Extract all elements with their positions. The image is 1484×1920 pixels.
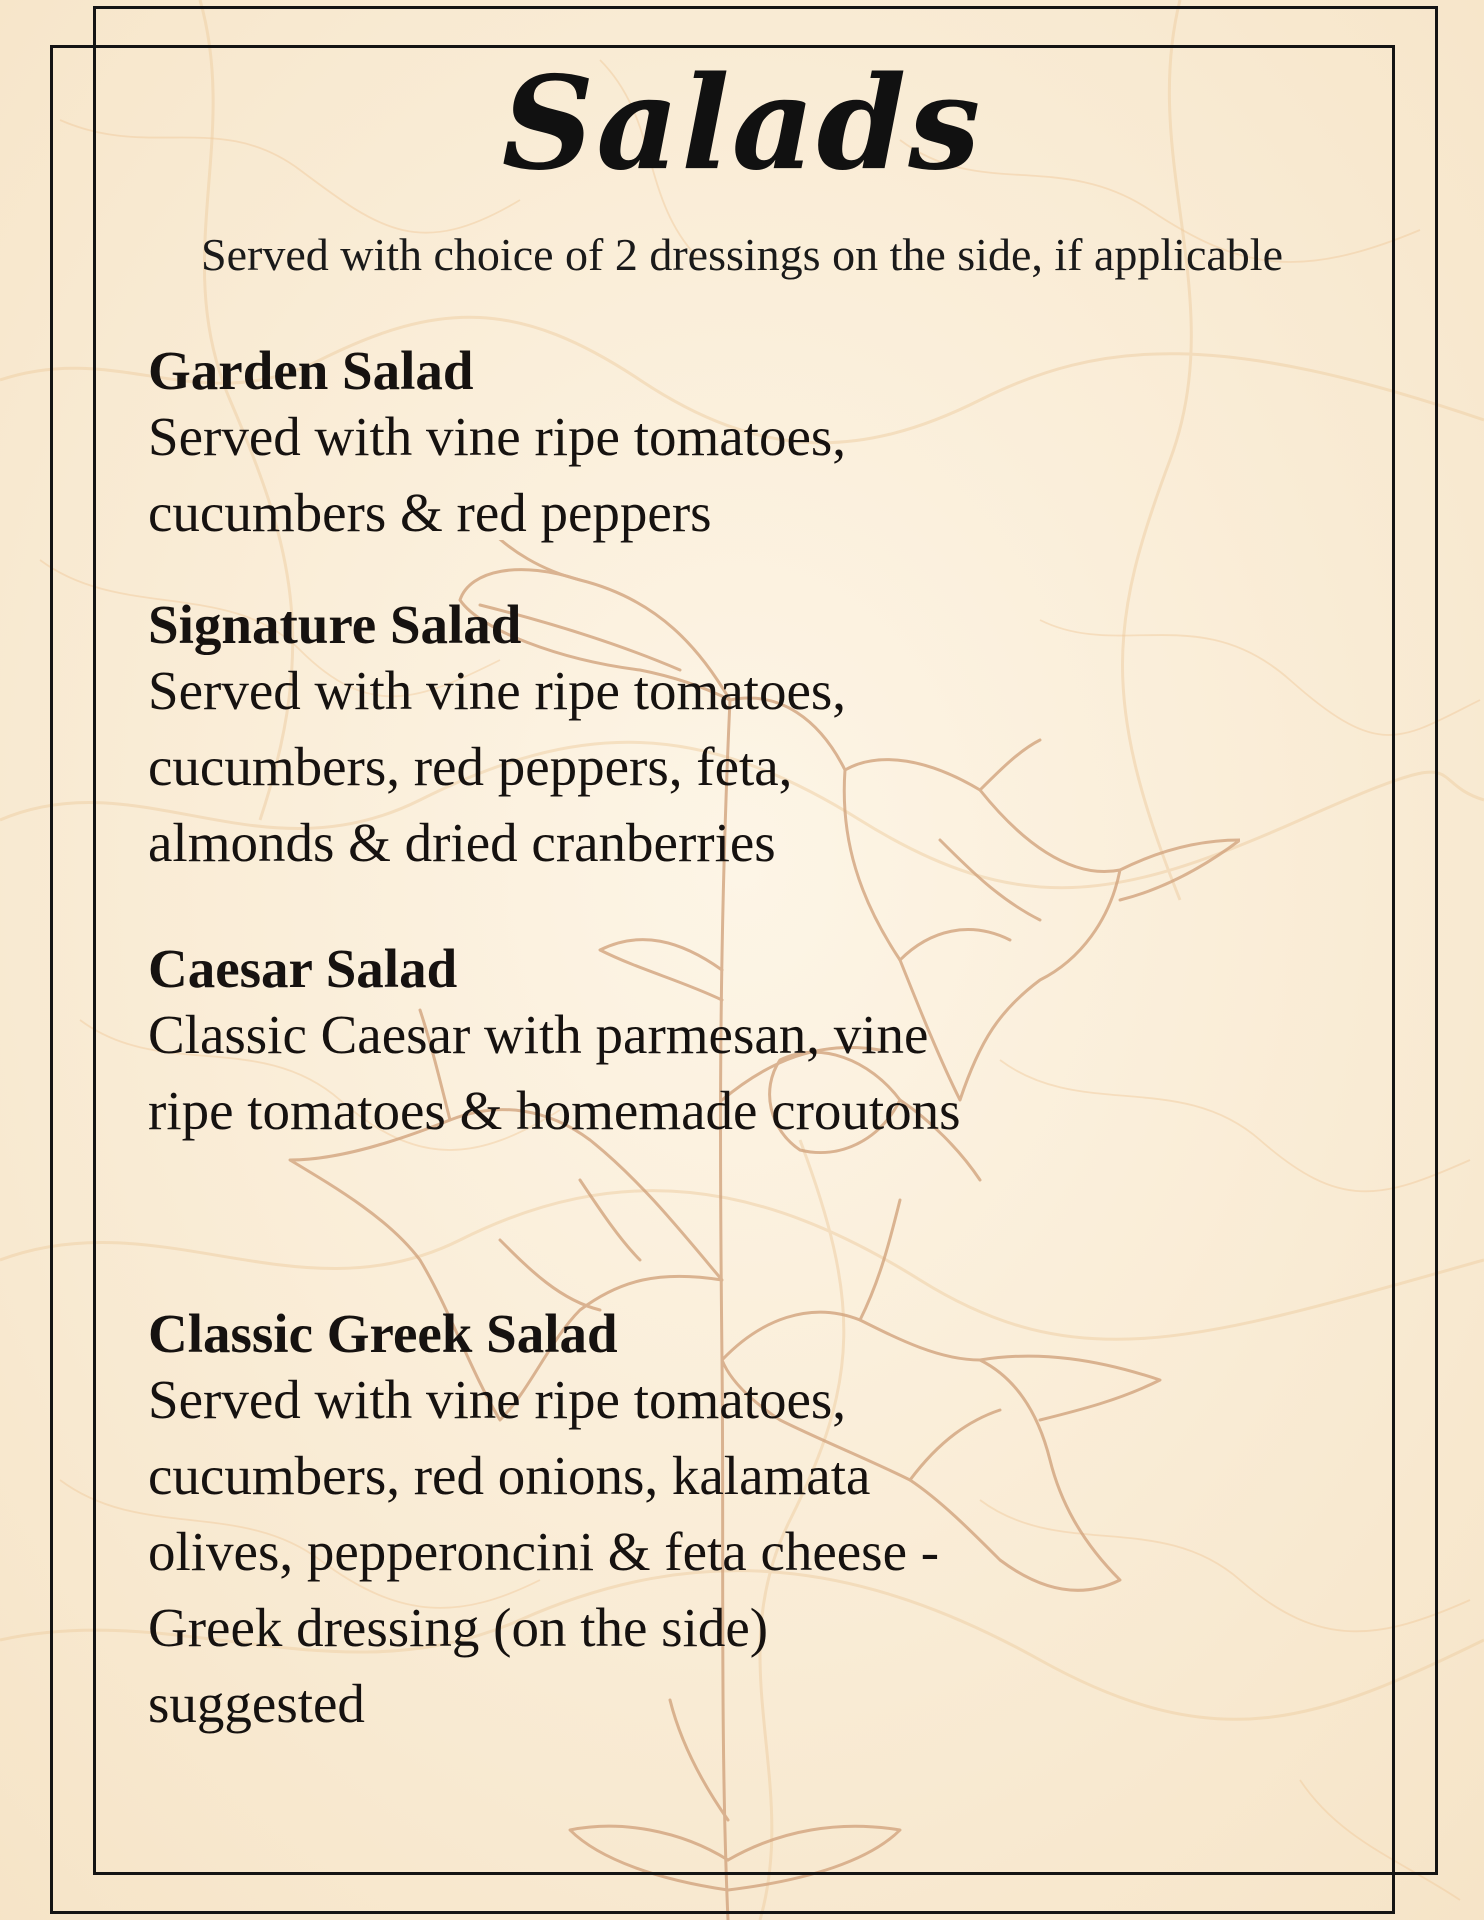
- menu-item-garden-salad: [148, 340, 968, 551]
- menu-subtitle: Served with choice of 2 dressings on the side, if applicable: [201, 229, 1283, 280]
- item-name: Caesar Salad: [148, 938, 458, 999]
- item-name: Garden Salad: [148, 340, 474, 401]
- menu-item-classic-greek-salad: [148, 1303, 968, 1742]
- item-description: Served with vine ripe tomatoes, cucumbers & red peppers: [148, 406, 847, 543]
- item-name: Classic Greek Salad: [148, 1303, 618, 1364]
- item-name: Signature Salad: [148, 594, 522, 655]
- menu-item-caesar-salad: [148, 938, 968, 1149]
- menu-item-signature-salad: [148, 594, 968, 881]
- menu-title: Salads: [501, 49, 983, 199]
- item-description: Served with vine ripe tomatoes, cucumbers, red onions, kalamata olives, pepperoncini & feta cheese - Greek dressing (on the side) suggested: [148, 1369, 940, 1734]
- item-description: Served with vine ripe tomatoes, cucumbers, red peppers, feta, almonds & dried cranberries: [148, 660, 847, 873]
- item-description: Classic Caesar with parmesan, vine ripe tomatoes & homemade croutons: [148, 1004, 961, 1141]
